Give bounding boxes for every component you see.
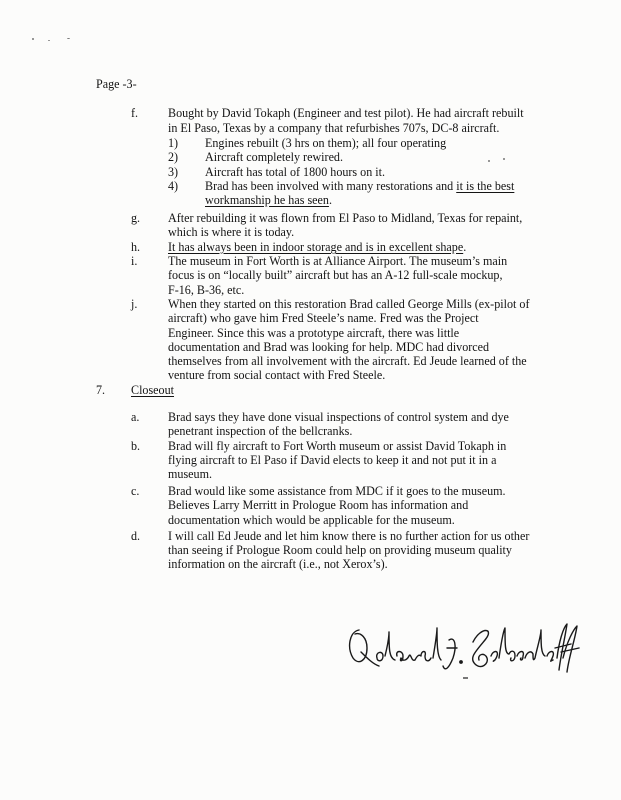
subitem-text-end: . xyxy=(328,193,332,207)
subitem-text: Aircraft has total of 1800 hours on it. xyxy=(205,165,386,179)
signature xyxy=(345,618,583,686)
closeout-c-line: Believes Larry Merritt in Prologue Room has information and xyxy=(168,498,469,512)
item-g-line: After rebuilding it was flown from El Paso to Midland, Texas for repaint, xyxy=(168,211,523,225)
closeout-b-line: museum. xyxy=(168,467,213,481)
item-i-line: focus is on “locally built” aircraft but has an A-12 full-scale mockup, xyxy=(168,268,503,282)
item-j-line: Engineer. Since this was a prototype aircraft, there was little xyxy=(168,326,460,340)
section-number: 7. xyxy=(96,383,106,397)
item-h-line xyxy=(168,240,466,255)
item-j-label: j. xyxy=(131,297,138,311)
scan-speck xyxy=(67,38,70,39)
subitem-number: 3) xyxy=(168,165,179,179)
scan-speck xyxy=(463,677,468,679)
closeout-b-line: flying aircraft to El Paso if David elects to keep it and not put it in a xyxy=(168,453,497,467)
subitem-text: Aircraft completely rewired. xyxy=(205,150,344,164)
closeout-c-line: Brad would like some assistance from MDC if it goes to the museum. xyxy=(168,484,506,498)
closeout-a-label: a. xyxy=(131,410,140,424)
subitem-text: Engines rebuilt (3 hrs on them); all four operating xyxy=(205,136,447,150)
subitem-number: 1) xyxy=(168,136,179,150)
subitem-number: 2) xyxy=(168,150,179,164)
subitem-text-underlined: workmanship he has seen xyxy=(205,193,329,207)
item-j-line: themselves from all involvement with the aircraft. Ed Jeude learned of the xyxy=(168,354,527,368)
closeout-d-label: d. xyxy=(131,529,141,543)
subitem-text xyxy=(205,193,332,208)
item-f-line: in El Paso, Texas by a company that refurbishes 707s, DC-8 aircraft. xyxy=(168,121,500,135)
subitem-text xyxy=(205,179,514,194)
item-f-label: f. xyxy=(131,106,139,120)
scan-speck xyxy=(503,158,505,160)
item-i-label: i. xyxy=(131,254,138,268)
item-j-line: When they started on this restoration Brad called George Mills (ex-pilot of xyxy=(168,297,530,311)
item-h-label: h. xyxy=(131,240,141,254)
closeout-c-label: c. xyxy=(131,484,140,498)
item-h-underlined: It has always been in indoor storage and is in excellent shape xyxy=(168,240,464,254)
item-i-line: F-16, B-36, etc. xyxy=(168,283,245,297)
item-j-line: venture from social contact with Fred Steele. xyxy=(168,368,386,382)
closeout-b-line: Brad will fly aircraft to Fort Worth museum or assist David Tokaph in xyxy=(168,439,507,453)
item-j-line: documentation and Brad was looking for help. MDC had divorced xyxy=(168,340,490,354)
subitem-text-plain: Brad has been involved with many restorations and xyxy=(205,179,457,193)
scan-speck xyxy=(488,160,490,162)
subitem-number: 4) xyxy=(168,179,179,193)
item-g-line: which is where it is today. xyxy=(168,225,295,239)
closeout-d-line: than seeing if Prologue Room could help on providing museum quality xyxy=(168,543,512,557)
closeout-d-line: I will call Ed Jeude and let him know there is no further action for us other xyxy=(168,529,530,543)
subitem-text-underlined: it is the best xyxy=(456,179,515,193)
scan-speck xyxy=(48,40,50,41)
closeout-a-line: Brad says they have done visual inspections of control system and dye xyxy=(168,410,509,424)
page-number: Page -3- xyxy=(96,77,137,91)
item-h-end: . xyxy=(463,240,467,254)
section-title: Closeout xyxy=(131,383,175,397)
closeout-b-label: b. xyxy=(131,439,141,453)
closeout-d-line: information on the aircraft (i.e., not Xerox’s). xyxy=(168,557,388,571)
closeout-a-line: penetrant inspection of the bellcranks. xyxy=(168,424,353,438)
item-f-line: Bought by David Tokaph (Engineer and test pilot). He had aircraft rebuilt xyxy=(168,106,524,120)
scan-speck xyxy=(32,38,34,40)
item-g-label: g. xyxy=(131,211,141,225)
item-j-line: aircraft) who gave him Fred Steele’s name. Fred was the Project xyxy=(168,311,479,325)
item-i-line: The museum in Fort Worth is at Alliance Airport. The museum’s main xyxy=(168,254,508,268)
closeout-c-line: documentation which would be applicable for the museum. xyxy=(168,513,455,527)
